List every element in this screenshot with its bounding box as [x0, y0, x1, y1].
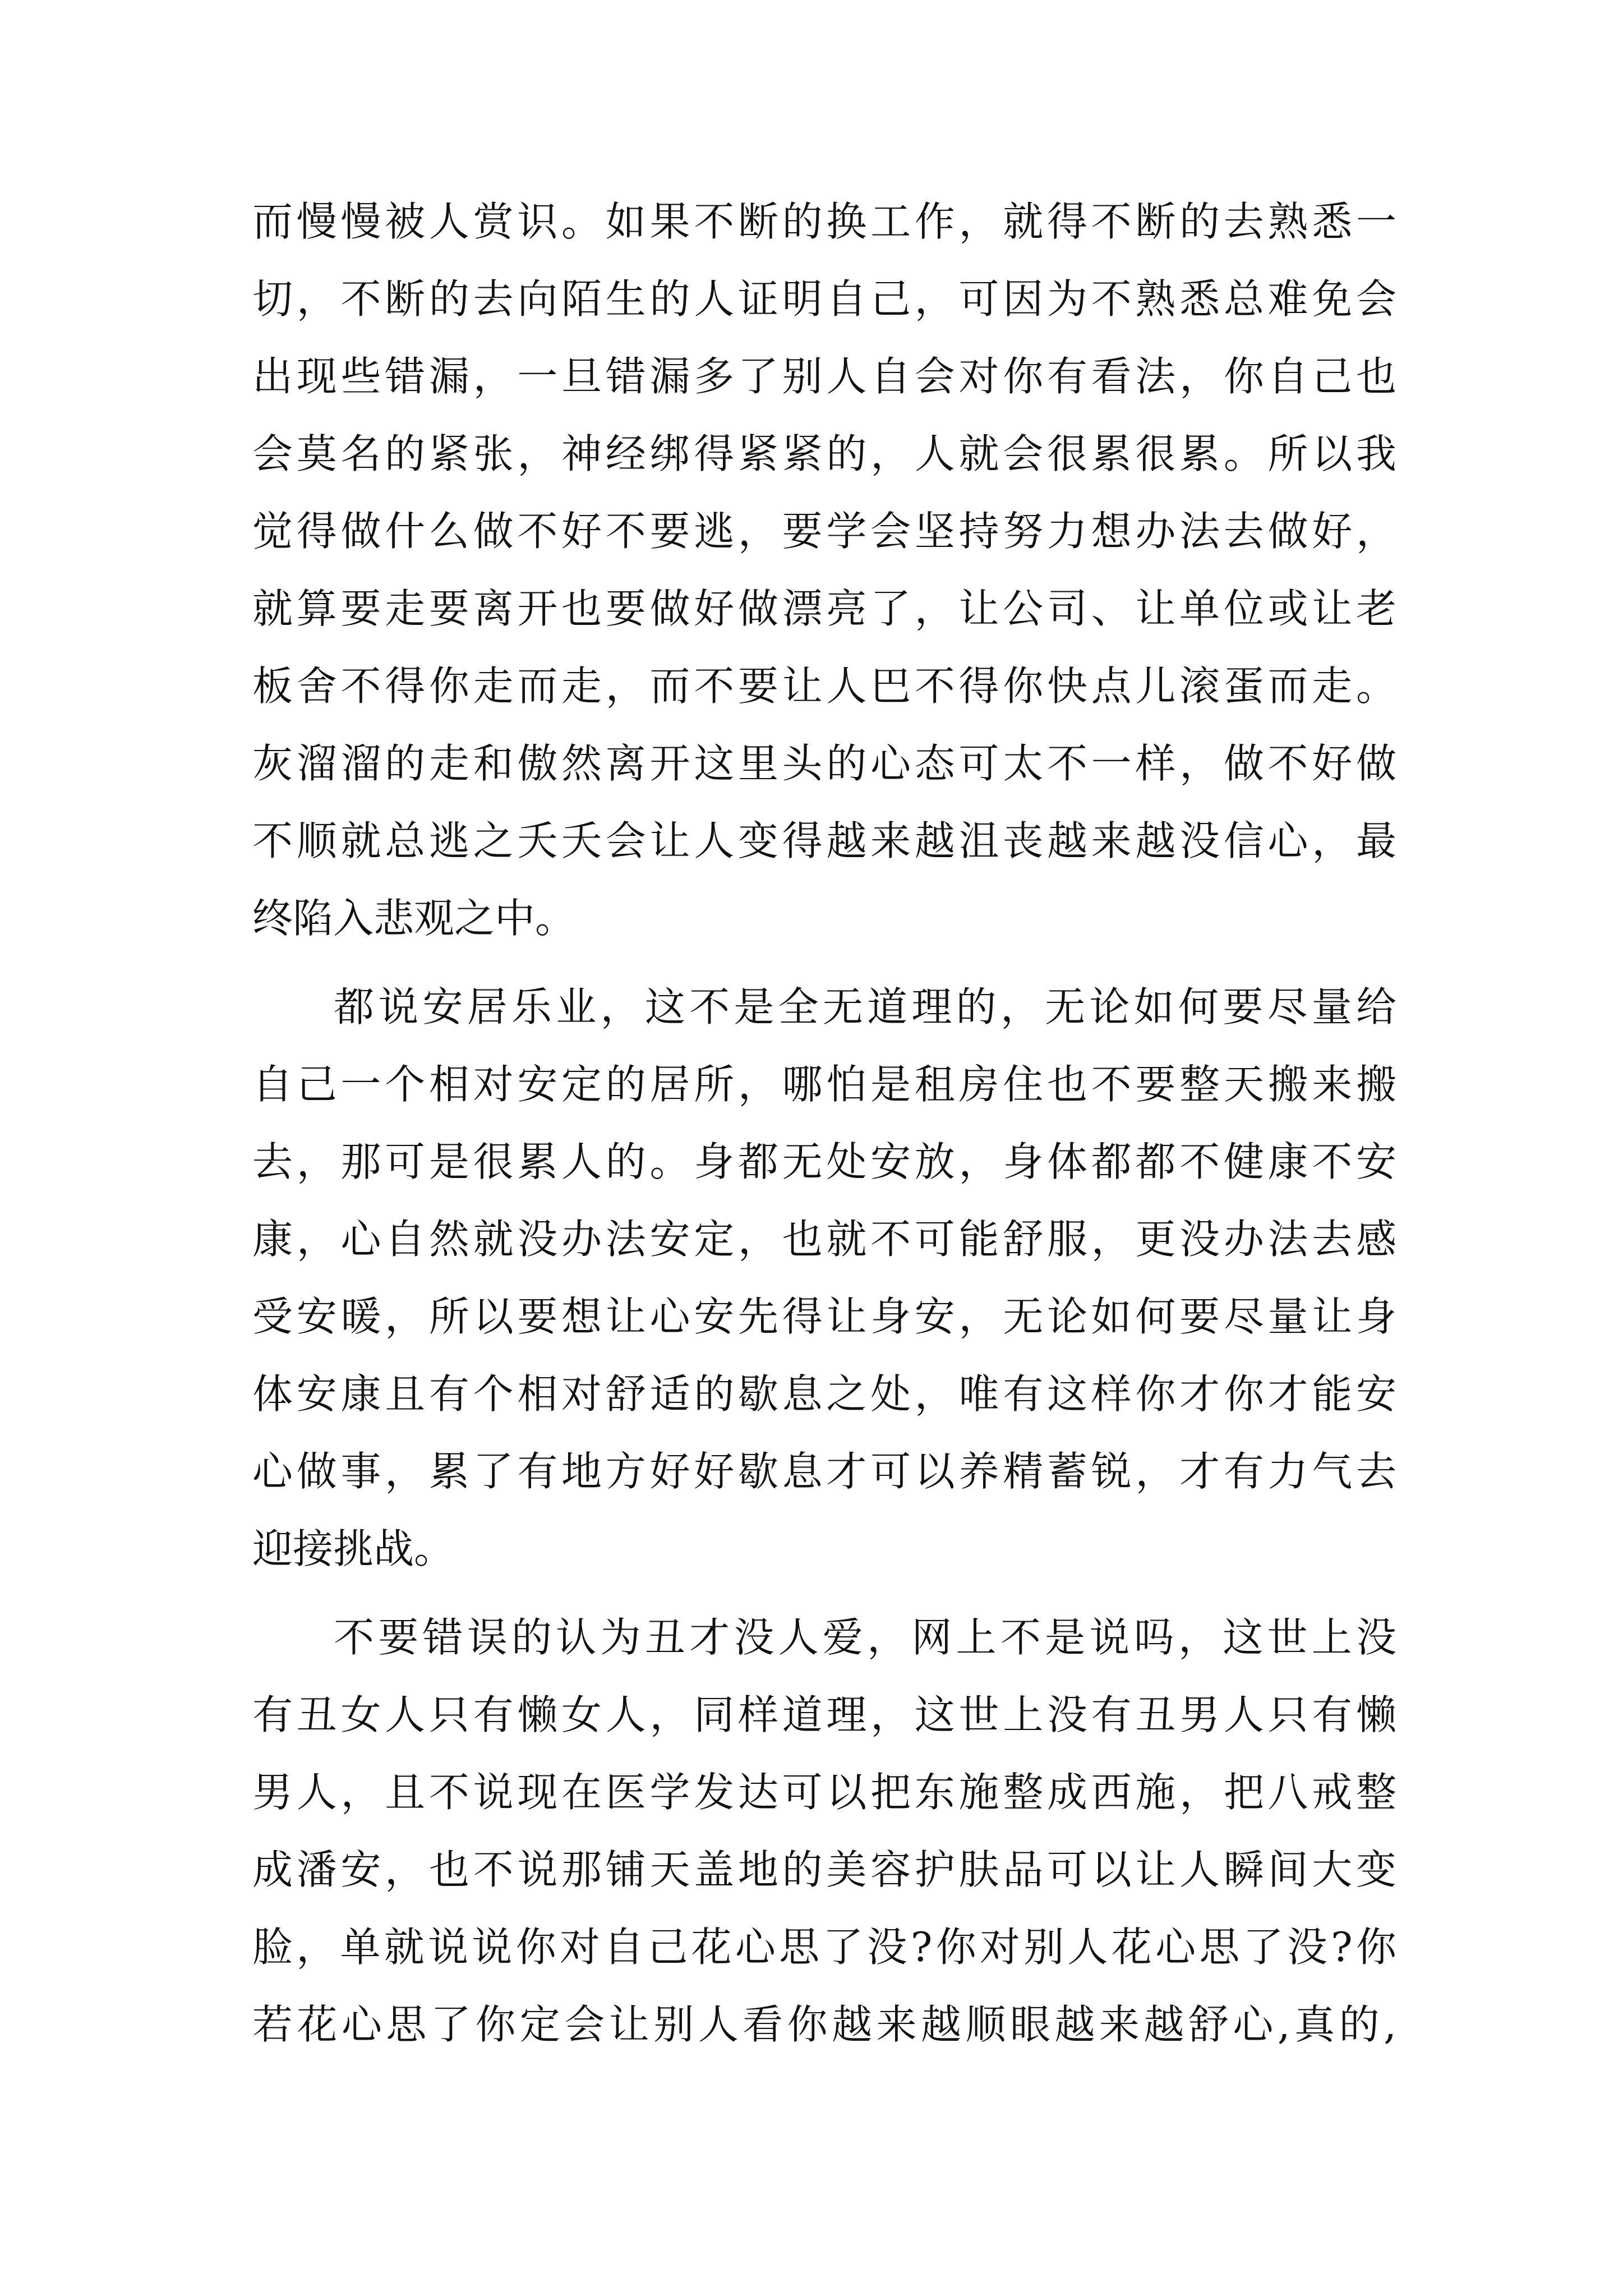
body-text-line: 去，那可是很累人的。身都无处安放，身体都都不健康不安: [252, 1138, 1396, 1185]
body-text-line: 体安康且有个相对舒适的歇息之处，唯有这样你才你才能安: [252, 1370, 1396, 1418]
body-text-line: 灰溜溜的走和傲然离开这里头的心态可太不一样，做不好做: [252, 740, 1396, 787]
body-text-line: 觉得做什么做不好不要逃，要学会坚持努力想办法去做好，: [252, 508, 1396, 555]
paragraph-first-line: 都说安居乐业，这不是全无道理的，无论如何要尽量给: [334, 983, 1396, 1030]
body-text-line: 不顺就总逃之夭夭会让人变得越来越沮丧越来越没信心，最: [252, 817, 1396, 864]
body-text-line: 板舍不得你走而走，而不要让人巴不得你快点儿滚蛋而走。: [252, 662, 1396, 710]
body-text-line: 若花心思了你定会让别人看你越来越顺眼越来越舒心,真的,: [252, 2001, 1396, 2048]
body-text-line: 康，心自然就没办法安定，也就不可能舒服，更没办法去感: [252, 1216, 1396, 1263]
body-text-line: 自己一个相对安定的居所，哪怕是租房住也不要整天搬来搬: [252, 1061, 1396, 1108]
body-text-line: 脸，单就说说你对自己花心思了没?你对别人花心思了没?你: [252, 1924, 1396, 1971]
body-text-line: 迎接挑战。: [252, 1525, 455, 1572]
body-text-line: 男人，且不说现在医学发达可以把东施整成西施，把八戒整: [252, 1769, 1396, 1816]
body-text-line: 切，不断的去向陌生的人证明自己，可因为不熟悉总难免会: [252, 275, 1396, 323]
body-text-line: 心做事，累了有地方好好歇息才可以养精蓄锐，才有力气去: [252, 1448, 1396, 1495]
body-text-line: 终陷入悲观之中。: [252, 895, 576, 942]
body-text-line: 受安暖，所以要想让心安先得让身安，无论如何要尽量让身: [252, 1293, 1396, 1340]
body-text-line: 而慢慢被人赏识。如果不断的换工作，就得不断的去熟悉一: [252, 198, 1396, 245]
body-text-line: 就算要走要离开也要做好做漂亮了，让公司、让单位或让老: [252, 585, 1396, 632]
body-text-line: 出现些错漏，一旦错漏多了别人自会对你有看法，你自己也: [252, 353, 1396, 400]
body-text-line: 有丑女人只有懒女人，同样道理，这世上没有丑男人只有懒: [252, 1691, 1396, 1738]
body-text-line: 会莫名的紧张，神经绑得紧紧的，人就会很累很累。所以我: [252, 430, 1396, 477]
body-text-line: 成潘安，也不说那铺天盖地的美容护肤品可以让人瞬间大变: [252, 1846, 1396, 1893]
paragraph-first-line: 不要错误的认为丑才没人爱，网上不是说吗，这世上没: [334, 1614, 1396, 1661]
